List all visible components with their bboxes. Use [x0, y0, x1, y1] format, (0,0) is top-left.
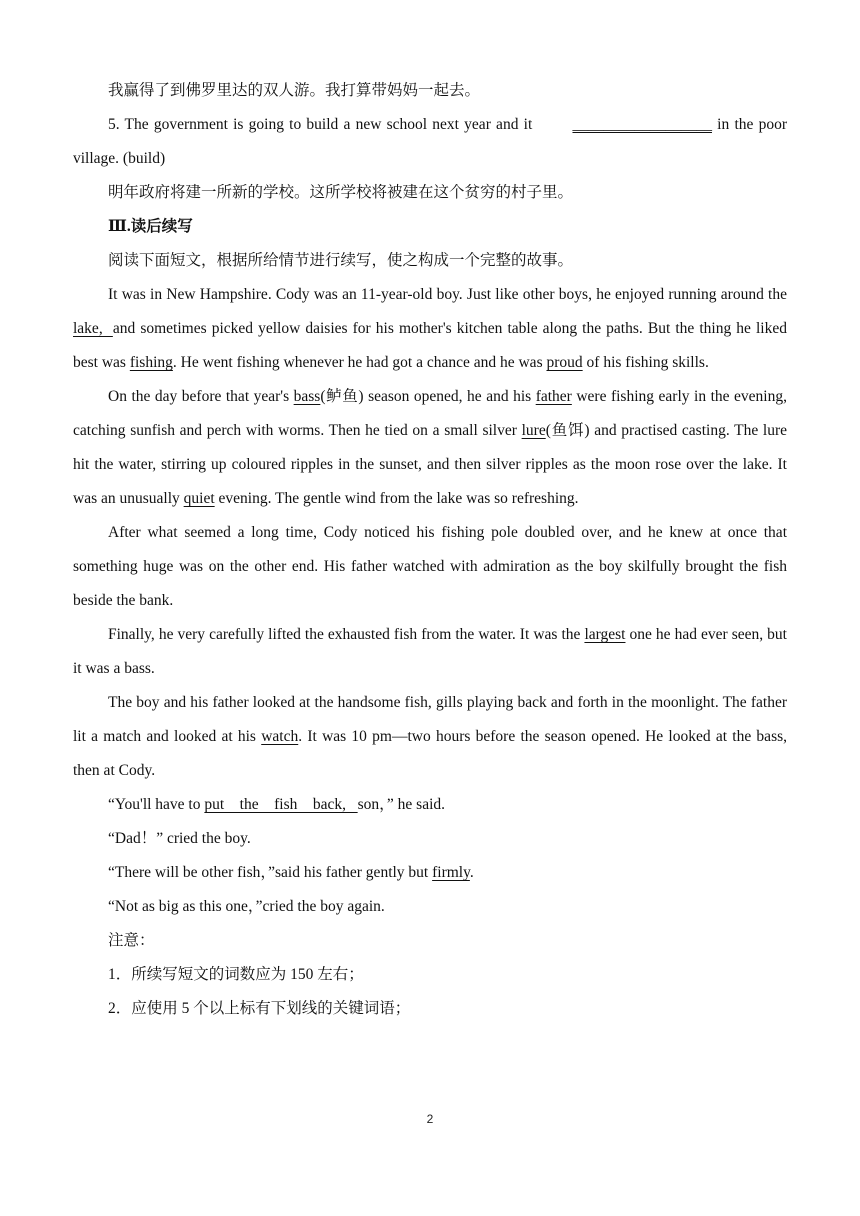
- keyword: proud: [546, 354, 583, 371]
- keyword: fishing: [129, 354, 173, 371]
- dialogue-line: “Not as big as this one，”cried the boy again.: [108, 898, 385, 915]
- story-paragraph: Finally, he very carefully lifted the exhausted fish from the water. It was the largest one he had ever seen, but it was a bass.: [73, 626, 787, 677]
- keyword: firmly: [432, 864, 470, 881]
- story-paragraph: The boy and his father looked at the handsome fish, gills playing back and forth in the moonlight. The father lit a match and looked at his watch. It was 10 pm—two hours before the season opened. He looked at the bass, then at Cody.: [73, 694, 788, 779]
- story-paragraph: On the day before that year's bass(鲈鱼) season opened, he and his father were fishing early in the evening, catching sunfish and perch with worms. Then he tied on a small silver lure(鱼饵) and practised casting. The lure hit the water, stirring up coloured ripples in the sunset, and then silver ripples as the moon rose over the lake. It was an unusually quiet evening. The gentle wind from the lake was so refreshing.: [73, 388, 788, 507]
- answer-blank: __________________: [572, 116, 712, 133]
- keyword: father: [535, 388, 572, 405]
- note-item: 2．应使用 5 个以上标有下划线的关键词语；: [108, 1000, 411, 1017]
- note-item: 1．所续写短文的词数应为 150 左右；: [108, 966, 364, 983]
- instruction: 阅读下面短文，根据所给情节进行续写，使之构成一个完整的故事。: [108, 252, 574, 269]
- keyword: watch: [261, 728, 299, 745]
- keyword: largest: [584, 626, 626, 643]
- dialogue-line: “You'll have to put the fish back, son，” he said.: [108, 796, 446, 813]
- dialogue-line: “Dad！” cried the boy.: [108, 830, 251, 847]
- story-paragraph: It was in New Hampshire. Cody was an 11-year-old boy. Just like other boys, he enjoyed running around the lake, and sometimes picked yellow daisies for his mother's kitchen table along the paths. But the thing he liked best was fishing. He went fishing whenever he had got a chance and he was proud of his fishing skills.: [73, 286, 787, 371]
- story-paragraph: After what seemed a long time, Cody noticed his fishing pole doubled over, and he knew at once that something huge was on the other end. His father watched with admiration as the boy skilfully brought the fish beside the bank.: [73, 524, 787, 609]
- page-number: 2: [426, 1112, 434, 1126]
- translation-line: 我赢得了到佛罗里达的双人游。我打算带妈妈一起去。: [108, 82, 481, 99]
- keyword: put the fish back,: [204, 796, 358, 813]
- document-body: [73, 74, 787, 1026]
- dialogue-line: “There will be other fish，”said his father gently but firmly.: [108, 864, 474, 881]
- notes-heading: 注意：: [108, 932, 155, 949]
- keyword: lure: [521, 422, 546, 439]
- translation-line: 明年政府将建一所新的学校。这所学校将被建在这个贫穷的村子里。: [108, 184, 574, 201]
- keyword: bass: [293, 388, 321, 405]
- keyword: lake,: [73, 320, 113, 337]
- keyword: quiet: [183, 490, 215, 507]
- section-heading: Ⅲ.读后续写: [108, 218, 193, 235]
- question-5: 5. The government is going to build a new school next year and it __________________ in the poor village. (build): [73, 108, 787, 176]
